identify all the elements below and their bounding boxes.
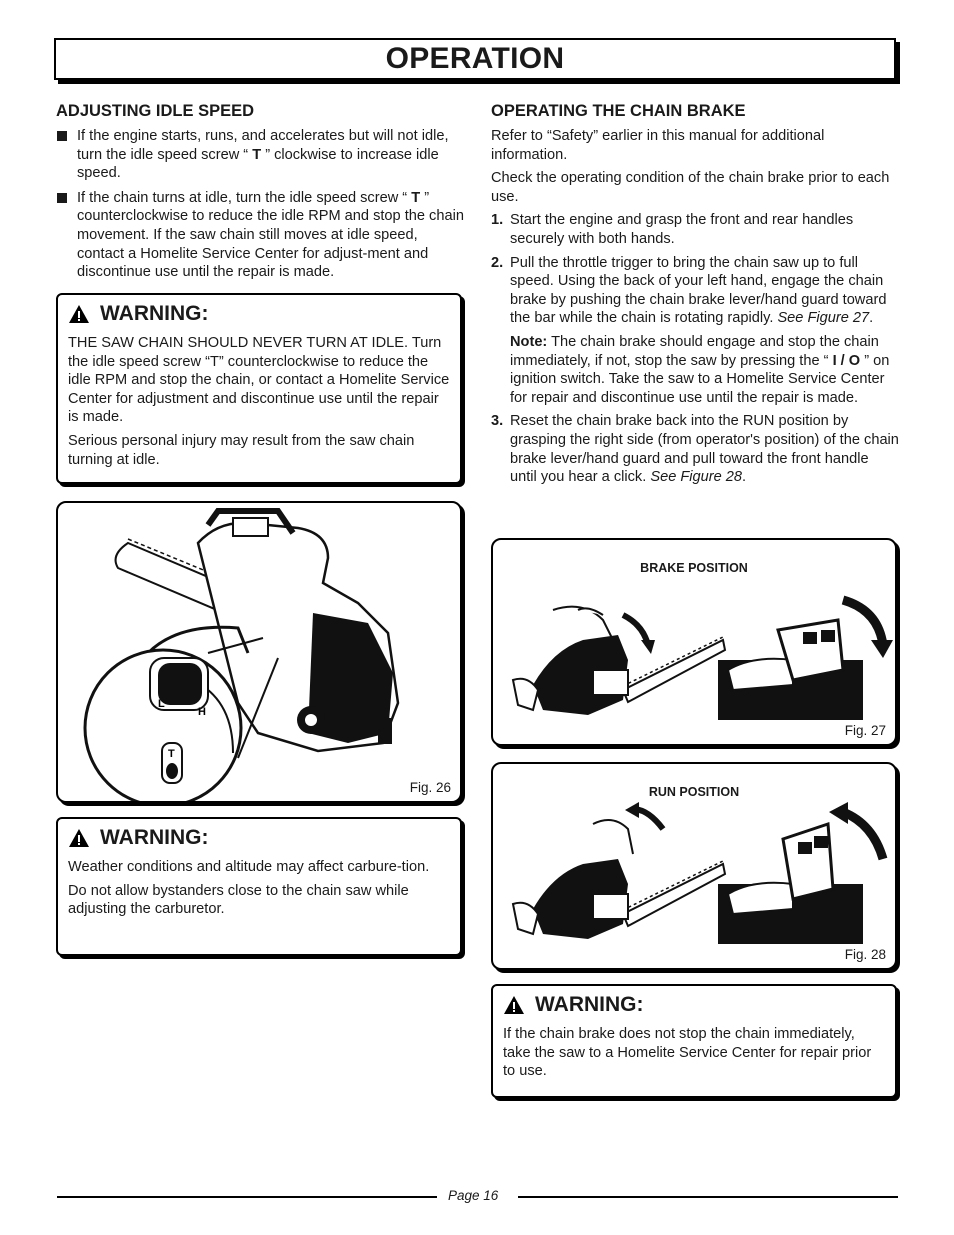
idle-speed-bullets: [56, 127, 464, 282]
chainsaw-carburetor-illustration: [58, 503, 462, 803]
list-item: 3. Reset the chain brake back into the RUN position by grasping the right side (from operator's position) of the chain brake lever/hand guard and pull toward the front handle until you hear a click. See Figure 28.: [491, 413, 899, 486]
note: Note: The chain brake should engage and stop the chain immediately, if not, stop the saw by pressing the “ I / O ” on ignition switch. Take the saw to a Homelite Service Center for repair and discontinue use until the repair is made.: [510, 333, 890, 406]
chain-brake-heading: OPERATING THE CHAIN BRAKE: [491, 102, 746, 120]
list-item: If the chain turns at idle, turn the idle speed screw “ T ” counterclockwise to reduce the idle RPM and stop the chain movement. If the saw chain still moves at idle speed, contact a Homelite Service Center for adjust-ment and discontinue use until the repair is made.: [56, 189, 464, 282]
square-bullet-icon: [57, 193, 67, 203]
figure-caption: Fig. 28: [844, 947, 886, 962]
left-column: [56, 101, 464, 288]
warning-text: Do not allow bystanders close to the chain saw while adjusting the carburetor.: [68, 882, 409, 918]
warning-text: THE SAW CHAIN SHOULD NEVER TURN AT IDLE. Turn the idle speed screw “T” counterclockwise to reduce the idle RPM and stop the chain, or contact a Homelite Service Center for adjustment and discontinue use until the repair is made.: [68, 335, 450, 426]
page-title: OPERATION: [385, 42, 565, 75]
intro-paragraph: Check the operating condition of the chain brake prior to each use.: [491, 170, 890, 205]
brake-position-label: BRAKE POSITION: [640, 561, 748, 575]
warning-title: WARNING:: [535, 993, 644, 1016]
warning-text: Serious personal injury may result from the saw chain turning at idle.: [68, 432, 415, 468]
warning-box-brake: [491, 984, 897, 1098]
screw-label-l: L: [158, 698, 165, 710]
warning-box-idle: [56, 293, 462, 484]
chain-brake-steps: [491, 211, 899, 486]
warning-text: If the chain brake does not stop the chain immediately, take the saw to a Homelite Service Center for repair prior to use.: [503, 1026, 872, 1080]
intro-paragraph: Refer to “Safety” earlier in this manual for additional information.: [491, 128, 825, 163]
figure-caption: Fig. 26: [409, 780, 451, 795]
idle-speed-heading: ADJUSTING IDLE SPEED: [56, 102, 255, 120]
screw-label-h: H: [198, 706, 206, 718]
warning-triangle-icon: [68, 304, 90, 324]
list-item: If the engine starts, runs, and accelerates but will not idle, turn the idle speed screw “ T ” clockwise to increase idle speed.: [56, 127, 464, 183]
figure-caption: Fig. 27: [844, 723, 886, 738]
list-item: 1. Start the engine and grasp the front and rear handles securely with both hands.: [491, 212, 854, 247]
figure-27: [491, 538, 897, 746]
square-bullet-icon: [57, 131, 67, 141]
warning-header: [68, 826, 450, 850]
page-number: Page 16: [448, 1188, 499, 1203]
screw-label-t: T: [168, 748, 175, 760]
figure-26: [56, 501, 462, 803]
warning-title: WARNING:: [100, 302, 209, 325]
warning-triangle-icon: [503, 995, 525, 1015]
warning-triangle-icon: [68, 828, 90, 848]
footer-rule-left: [57, 1196, 437, 1198]
warning-text: Weather conditions and altitude may affect carbure-tion.: [68, 859, 430, 875]
warning-header: [68, 302, 450, 326]
warning-title: WARNING:: [100, 826, 209, 849]
right-column: [491, 101, 899, 492]
run-position-label: RUN POSITION: [648, 785, 740, 799]
page-title-box: [54, 38, 896, 80]
footer-rule-right: [518, 1196, 898, 1198]
list-item: 2. Pull the throttle trigger to bring the chain saw up to full speed. Using the back of your left hand, engage the chain brake by pushing the chain brake lever/hand guard toward the bar while the chain is rotating rapidly. See Figure 27. Note: The chain brake should engage and stop the chain immediately, if not, stop the saw by pressing the “ I / O ” on ignition switch. Take the saw to a Homelite Service Center for repair and discontinue use until the repair is made.: [491, 254, 899, 408]
warning-box-weather: [56, 817, 462, 956]
figure-28: [491, 762, 897, 970]
warning-header: [503, 993, 885, 1017]
